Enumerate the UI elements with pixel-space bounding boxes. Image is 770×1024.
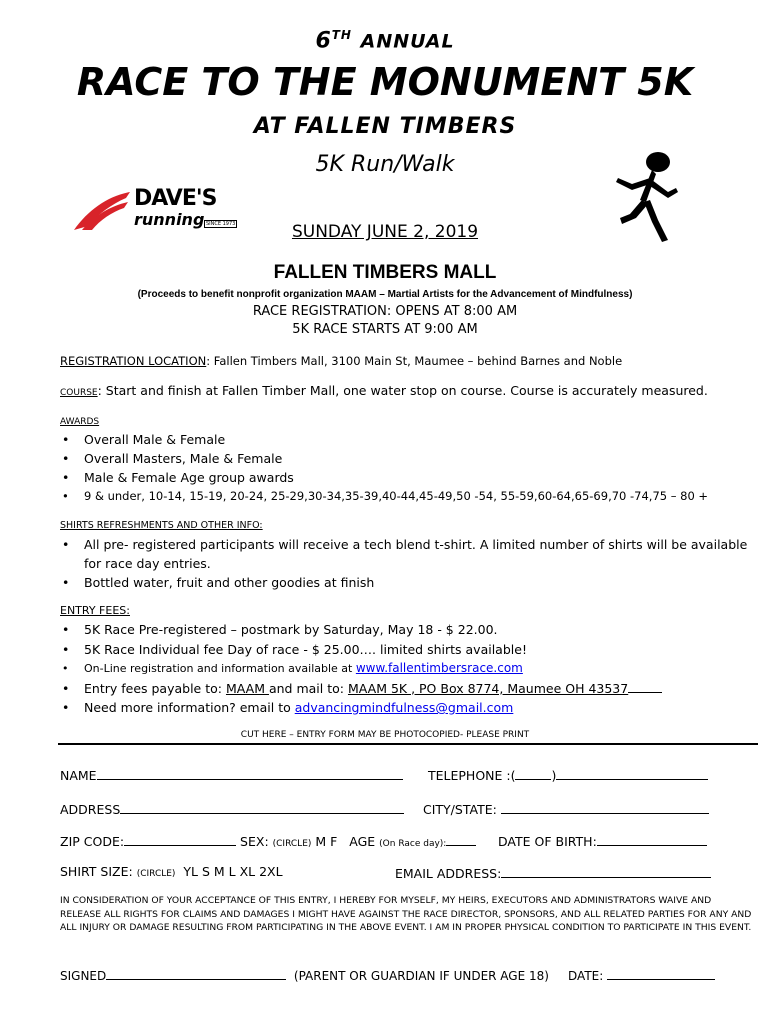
awards-label: AWARDS (60, 417, 100, 427)
date-label: DATE: (568, 969, 608, 983)
date-field[interactable] (607, 966, 715, 980)
age-label: AGE (349, 834, 380, 849)
sex-options[interactable]: M F (315, 834, 338, 849)
zip-field[interactable] (124, 832, 236, 846)
list-item: • Overall Male & Female (60, 430, 760, 449)
list-item: • 5K Race Pre-registered – postmark by Saturday, May 18 - $ 22.00. (60, 620, 750, 640)
telephone-row (428, 766, 708, 783)
zip-label: ZIP CODE: (60, 834, 125, 849)
logo-since: SINCE 1973 (206, 221, 236, 227)
dob-field[interactable] (597, 832, 707, 846)
sex-circle-note: (CIRCLE) (272, 839, 312, 849)
awards-list (60, 430, 760, 506)
shirt-circle-note: (CIRCLE) (136, 869, 176, 879)
name-field[interactable] (97, 766, 403, 780)
address-label: ADDRESS (60, 802, 121, 817)
list-item: • All pre- registered participants will receive a tech blend t-shirt. A limited number of shirts will be available for race day entries. (60, 535, 750, 573)
registration-opens: RACE REGISTRATION: OPENS AT 8:00 AM (252, 304, 518, 319)
city-state-field[interactable] (501, 800, 709, 814)
telephone-label: TELEPHONE :( (428, 768, 516, 783)
course-text: : Start and finish at Fallen Timber Mall, one water stop on course. Course is accurately measured. (97, 383, 708, 398)
zip-sex-age-row (60, 832, 476, 849)
signature-field[interactable] (106, 966, 286, 980)
sex-label: SEX: (240, 834, 273, 849)
guardian-note: (PARENT OR GUARDIAN IF UNDER AGE 18) (293, 969, 549, 983)
signed-label: SIGNED (60, 969, 107, 983)
address-underline (628, 679, 662, 693)
mail-text: and mail to: (268, 680, 348, 696)
telephone-close: ) (551, 768, 557, 783)
cut-line-divider (58, 743, 758, 745)
email-field[interactable] (501, 864, 711, 878)
fees-list (60, 620, 750, 718)
course-label: COURSE (60, 388, 98, 398)
telephone-field[interactable] (556, 766, 708, 780)
logo-brand-top: DAVE'S (134, 186, 217, 211)
age-field[interactable] (446, 832, 476, 846)
online-text: On-Line registration and information available at (84, 662, 356, 675)
event-subtitle: AT FALLEN TIMBERS (253, 114, 517, 139)
email-label: EMAIL ADDRESS: (395, 866, 502, 881)
registration-location (60, 354, 740, 368)
email-link[interactable]: advancingmindfulness@gmail.com (294, 700, 514, 715)
signature-row (60, 966, 715, 983)
registration-text: : Fallen Timbers Mall, 3100 Main St, Maumee – behind Barnes and Noble (206, 354, 623, 368)
edition-superscript: TH (331, 28, 352, 42)
venue: FALLEN TIMBERS MALL (273, 262, 497, 283)
dob-row (498, 832, 707, 849)
shirt-size-options[interactable]: YL S M L XL 2XL (183, 864, 283, 879)
shirts-label: SHIRTS REFRESHMENTS AND OTHER INFO: (60, 520, 263, 531)
proceeds-note: (Proceeds to benefit nonprofit organization MAAM – Martial Artists for the Advancement of Mindfulness) (137, 289, 633, 300)
city-state-row (423, 800, 709, 817)
event-date: SUNDAY JUNE 2, 2019 (291, 222, 479, 242)
edition-heading (0, 28, 770, 53)
list-item: • 9 & under, 10-14, 15-19, 20-24, 25-29,30-34,35-39,40-44,45-49,50 -54, 55-59,60-64,65-69,70 -74,75 – 80 + (60, 487, 760, 506)
edition-word: ANNUAL (360, 30, 455, 53)
fees-label: ENTRY FEES: (60, 604, 130, 617)
name-label: NAME (60, 768, 97, 783)
dob-label: DATE OF BIRTH: (498, 834, 597, 849)
course-info (60, 383, 750, 398)
cut-here-label: CUT HERE – ENTRY FORM MAY BE PHOTOCOPIED- PLEASE PRINT (240, 730, 530, 740)
mail-address: MAAM 5K , PO Box 8774, Maumee OH 43537 (347, 680, 629, 696)
name-row (60, 766, 403, 783)
list-item (60, 659, 750, 679)
list-item (60, 698, 750, 718)
area-code-field[interactable] (515, 766, 551, 780)
list-item: • 5K Race Individual fee Day of race - $ 25.00…. limited shirts available! (60, 640, 750, 660)
list-item (60, 679, 750, 699)
address-row (60, 800, 404, 817)
list-item: • Overall Masters, Male & Female (60, 449, 760, 468)
run-walk-label: 5K Run/Walk (315, 152, 455, 177)
list-item: • Male & Female Age group awards (60, 468, 760, 487)
payee: MAAM (225, 680, 269, 696)
list-item: • Bottled water, fruit and other goodies at finish (60, 573, 750, 592)
waiver-text: IN CONSIDERATION OF YOUR ACCEPTANCE OF THIS ENTRY, I HEREBY FOR MYSELF, MY HEIRS, EXECUTORS AND ADMINISTRATORS WAIVE AND RELEASE ALL RIGHTS FOR CLAIMS AND DAMAGES I MIGHT HAVE AGAINST THE RACE DIRECTOR, SPONSORS, AND ALL RELATED PARTIES FOR ANY AND ALL INJURY OR DAMAGE RESULTING FROM PARTICIPATING IN THE ABOVE EVENT. I AM IN PROPER PHYSICAL CONDITION TO PARTICIPATE IN THIS EVENT. (60, 895, 752, 933)
shirt-size-label: SHIRT SIZE: (60, 864, 137, 879)
shirts-list (60, 535, 750, 592)
city-state-label: CITY/STATE: (423, 802, 497, 817)
website-link[interactable]: www.fallentimbersrace.com (355, 661, 523, 675)
shirt-size-row (60, 864, 283, 879)
race-starts: 5K RACE STARTS AT 9:00 AM (292, 322, 478, 337)
edition-number: 6 (315, 28, 332, 54)
registration-label: REGISTRATION LOCATION (60, 354, 207, 368)
info-text: Need more information? email to (84, 700, 295, 715)
address-field[interactable] (120, 800, 404, 814)
age-note: (On Race day): (379, 839, 447, 849)
payable-text: Entry fees payable to: (84, 680, 226, 696)
event-title: RACE TO THE MONUMENT 5K (76, 60, 694, 104)
email-row (395, 864, 711, 881)
logo-brand-bottom: running (134, 210, 205, 229)
